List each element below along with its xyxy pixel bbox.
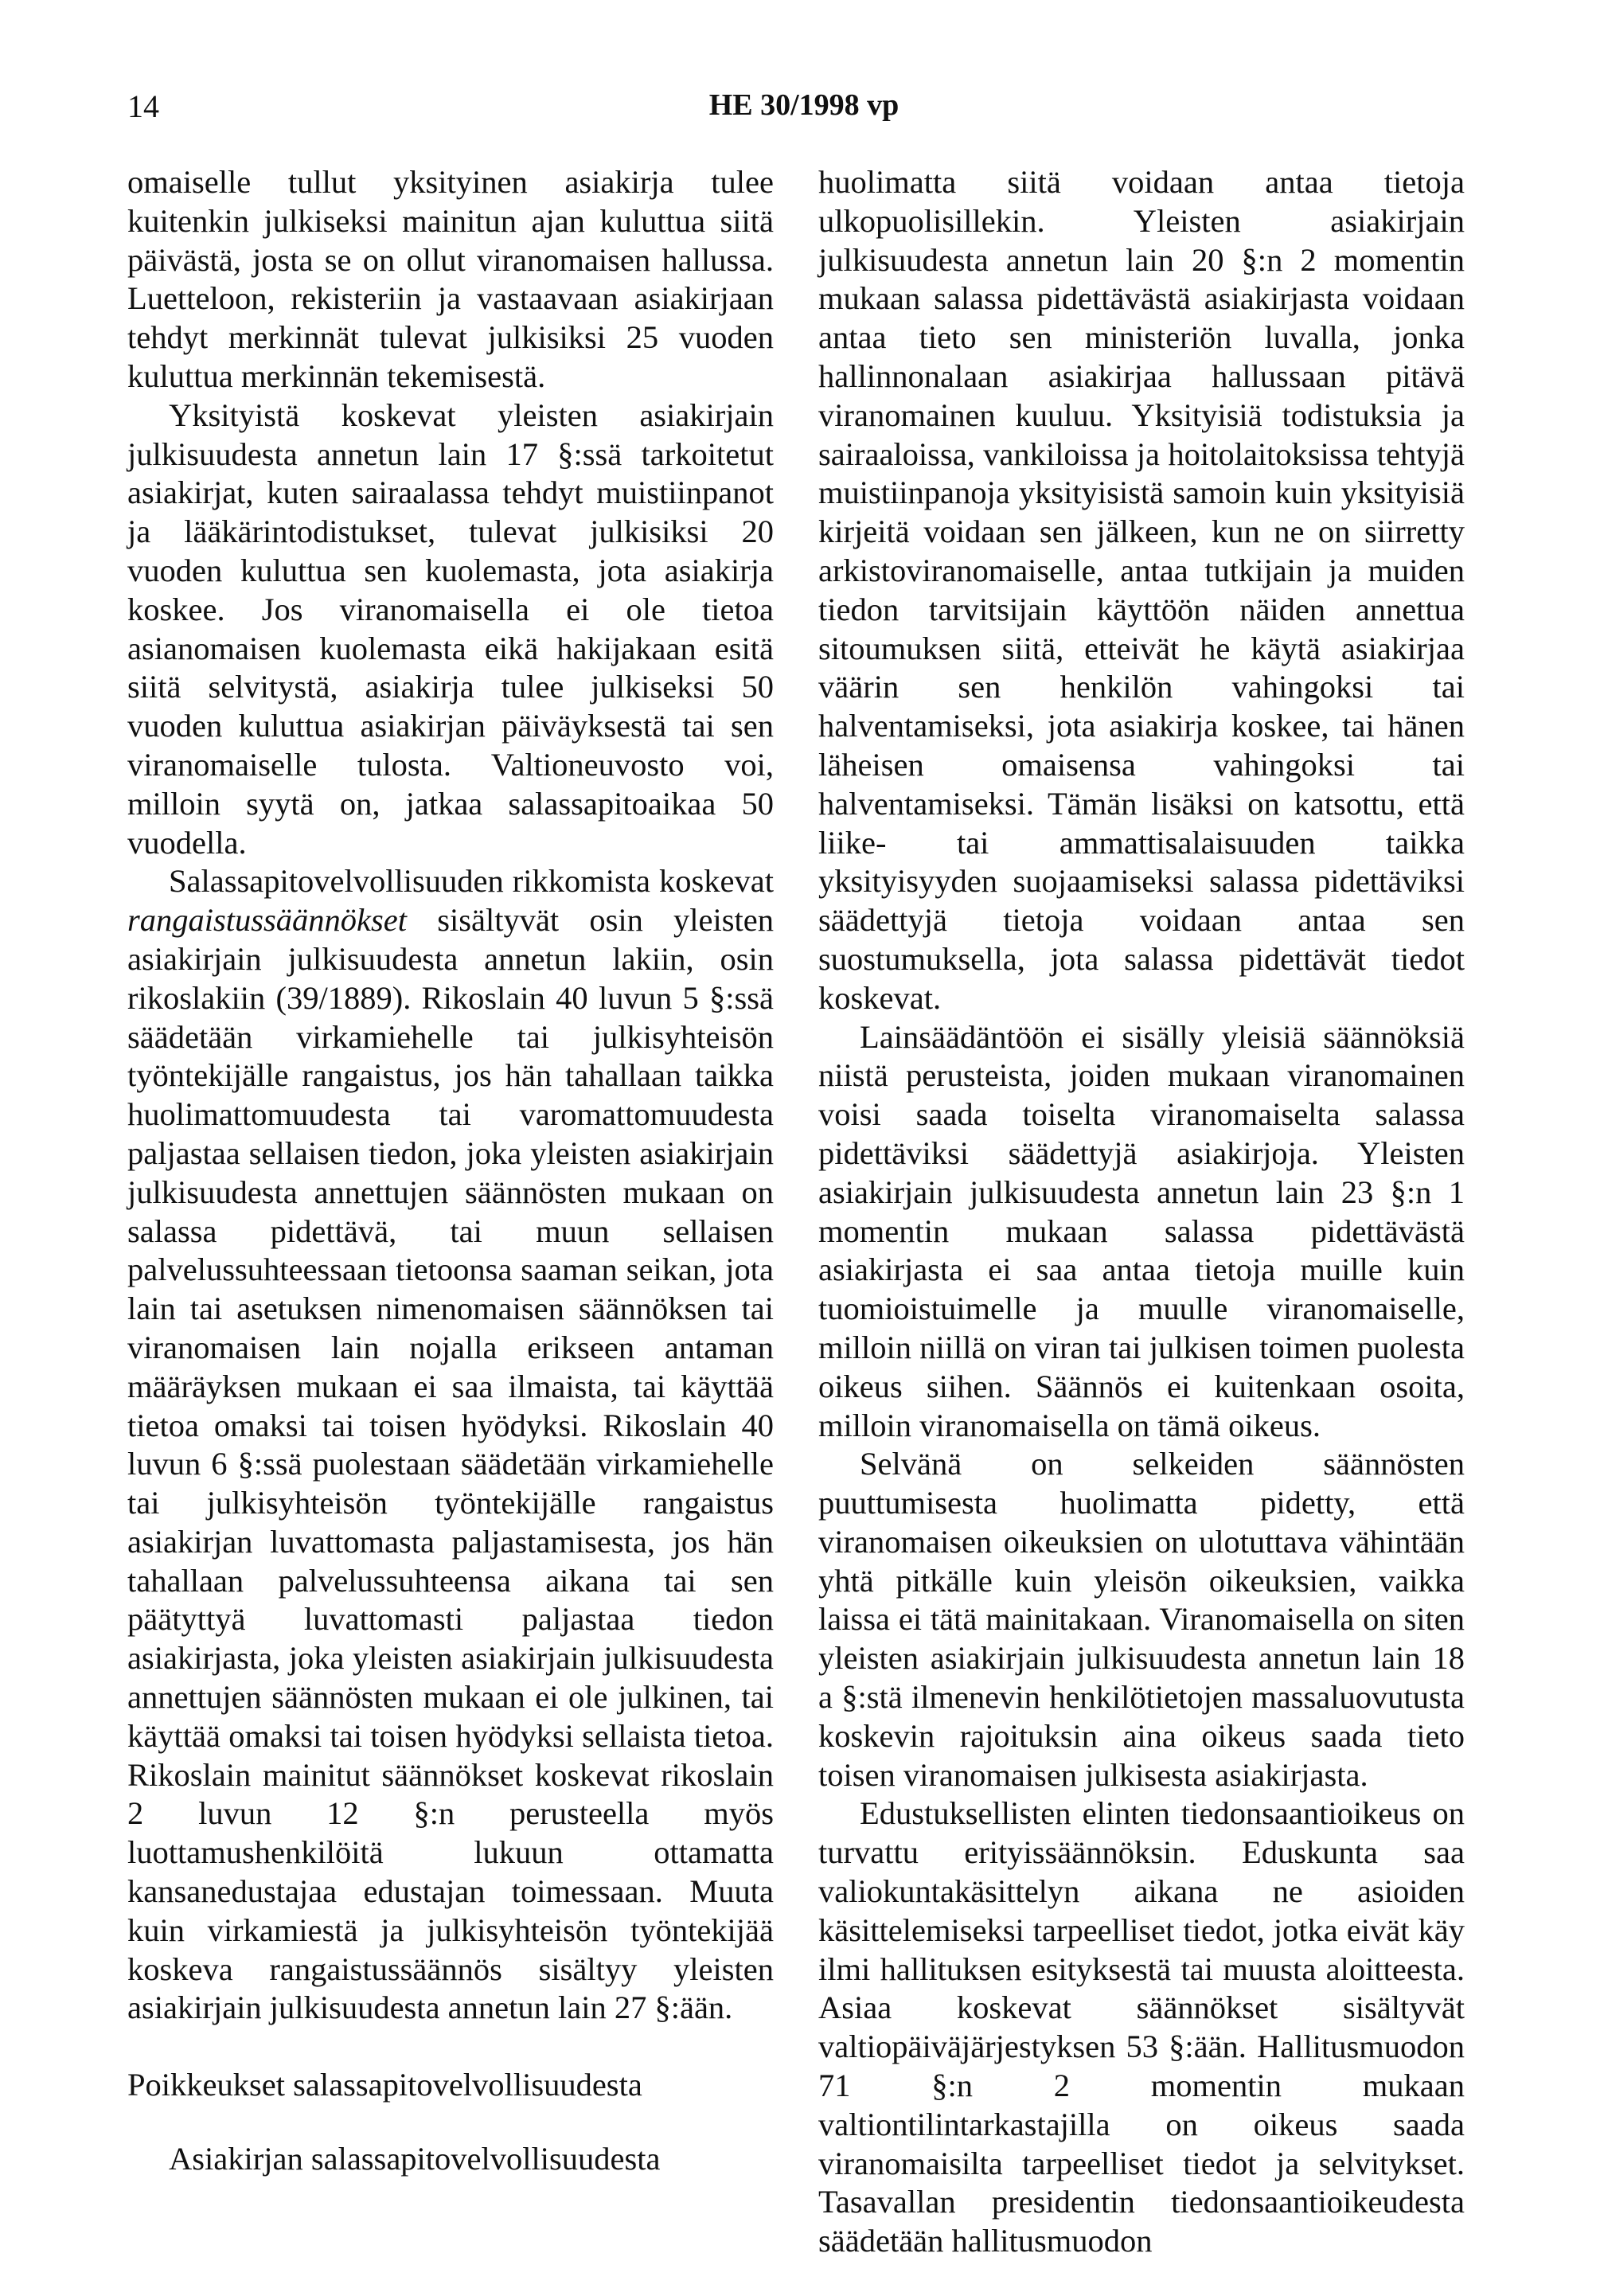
section-heading: Poikkeukset salassapitovelvollisuudesta — [127, 2067, 642, 2103]
paragraph: Selvänä on selkeiden säännösten puuttumisesta huolimatta pidetty, että viranomaisen oikeuksien on ulotuttava vähintään yhtä pitkälle kuin yleisön oikeuksien, vaikka laissa ei tätä mainitakaan. Viranomaisella on siten yleisten asiakirjain julkisuudesta annetun lain 18 a §:stä ilmenevin henkilötietojen massaluovutusta koskevin rajoituksin aina oikeus saada tieto toisen viranomaisen julkisesta asiakirjasta. — [818, 1446, 1465, 1793]
page-number: 14 — [127, 88, 159, 124]
paragraph — [127, 862, 774, 2028]
left-column — [127, 163, 774, 2179]
paragraph-text: Salassapitovelvollisuuden rikkomista koskevat — [169, 863, 774, 900]
paragraph-text: sisältyvät osin yleisten asiakirjain julkisuudesta annetun lakiin, osin rikoslakiin (39/1889). Rikoslain 40 luvun 5 §:ssä säädetään virkamiehelle tai julkisyhteisön työntekijälle rangaistus, jos hän tahallaan taikka huolimattomuudesta tai varomattomuudesta paljastaa sellaisen tiedon, joka yleisten asiakirjain julkisuudesta annettujen säännösten mukaan on salassa pidettävä, tai muun sellaisen palvelussuhteessaan tietoonsa saaman seikan, jota lain tai asetuksen nimenomaisen säännöksen tai viranomaisen lain nojalla erikseen antaman määräyksen mukaan ei saa ilmaista, tai käyttää tietoa omaksi tai toisen hyödyksi. Rikoslain 40 luvun 6 §:ssä puolestaan säädetään virkamiehelle tai julkisyhteisön työntekijälle rangaistus asiakirjan luvattomasta paljastamisesta, jos hän tahallaan palvelussuhteensa aikana tai sen päätyttyä luvattomasti paljastaa tiedon asiakirjasta, joka yleisten asiakirjain julkisuudesta annettujen säännösten mukaan ei ole julkinen, tai käyttää omaksi tai toisen hyödyksi sellaista tietoa. Rikoslain mainitut säännökset koskevat rikoslain 2 luvun 12 §:n perusteella myös luottamushenkilöitä lukuun ottamatta kansanedustajaa edustajan toimessaan. Muuta kuin virkamiestä ja julkisyhteisön työntekijää koskeva rangaistussäännös sisältyy yleisten asiakirjain julkisuudesta annetun lain 27 §:ään. — [127, 902, 774, 2026]
page-header — [127, 88, 1481, 135]
right-column — [818, 163, 1465, 2261]
paragraph: omaiselle tullut yksityinen asiakirja tulee kuitenkin julkiseksi mainitun ajan kuluttua siitä päivästä, josta se on ollut viranomaisen hallussa. Luetteloon, rekisteriin ja vastaavaan asiakirjaan tehdyt merkinnät tulevat julkisiksi 25 vuoden kuluttua merkinnän tekemisestä. — [127, 164, 774, 394]
paragraph: huolimatta siitä voidaan antaa tietoja ulkopuolisillekin. Yleisten asiakirjain julkisuudesta annetun lain 20 §:n 2 momentin mukaan salassa pidettävästä asiakirjasta voidaan antaa tieto sen ministeriön luvalla, jonka hallinnonalaan asiakirjaa hallussaan pitävä viranomainen kuuluu. Yksityisiä todistuksia ja sairaaloissa, vankiloissa ja hoitolaitoksissa tehtyjä muistiinpanoja yksityisistä samoin kuin yksityisiä kirjeitä voidaan sen jälkeen, kun ne on siirretty arkistoviranomaiselle, antaa tutkijain ja muiden tiedon tarvitsijain käyttöön näiden annettua sitoumuksen siitä, etteivät he käytä asiakirjaa väärin sen henkilön vahingoksi tai halventamiseksi, jota asiakirja koskee, tai hänen läheisen omaisensa vahingoksi tai halventamiseksi. Tämän lisäksi on katsottu, että liike- tai ammattisalaisuuden taikka yksityisyyden suojaamiseksi salassa pidettäviksi säädettyjä tietoja voidaan antaa sen suostumuksella, jota salassa pidettävät tiedot koskevat. — [818, 164, 1465, 1016]
paragraph: Lainsäädäntöön ei sisälly yleisiä säännöksiä niistä perusteista, joiden mukaan viranomainen voisi saada toiselta viranomaiselta salassa pidettäviksi säädettyjä asiakirjoja. Yleisten asiakirjain julkisuudesta annetun lain 23 §:n 1 momentin mukaan salassa pidettävästä asiakirjasta ei saa antaa tietoja muille kuin tuomioistuimelle ja muulle viranomaiselle, milloin niillä on viran tai julkisen toimen puolesta oikeus siihen. Säännös ei kuitenkaan osoita, milloin viranomaisella on tämä oikeus. — [818, 1018, 1465, 1443]
paragraph: Asiakirjan salassapitovelvollisuudesta — [169, 2141, 661, 2177]
italic-term: rangaistussäännökset — [127, 902, 408, 939]
document-id: HE 30/1998 vp — [708, 88, 900, 122]
paragraph: Yksityistä koskevat yleisten asiakirjain julkisuudesta annetun lain 17 §:ssä tarkoitetut asiakirjat, kuten sairaalassa tehdyt muistiinpanot ja lääkärintodistukset, tulevat julkisiksi 20 vuoden kuluttua sen kuolemasta, jota asiakirja koskee. Jos viranomaisella ei ole tietoa asianomaisen kuolemasta eikä hakijakaan esitä siitä selvitystä, asiakirja tulee julkiseksi 50 vuoden kuluttua asiakirjan päiväyksestä tai sen viranomaiselle tulosta. Valtioneuvosto voi, milloin syytä on, jatkaa salassapitoaikaa 50 vuodella. — [127, 396, 774, 861]
paragraph: Edustuksellisten elinten tiedonsaantioikeus on turvattu erityissäännöksin. Eduskunta saa valiokuntakäsittelyn aikana ne asioiden käsittelemiseksi tarpeelliset tiedot, jotka eivät käy ilmi hallituksen esityksestä tai muusta aloitteesta. Asiaa koskevat säännökset sisältyvät valtiopäiväjärjestyksen 53 §:ään. Hallitusmuodon 71 §:n 2 momentin mukaan valtiontilintarkastajilla on oikeus saada viranomaisilta tarpeelliset tiedot ja selvitykset. Tasavallan presidentin tiedonsaantioikeudesta säädetään hallitusmuodon — [818, 1795, 1465, 2259]
